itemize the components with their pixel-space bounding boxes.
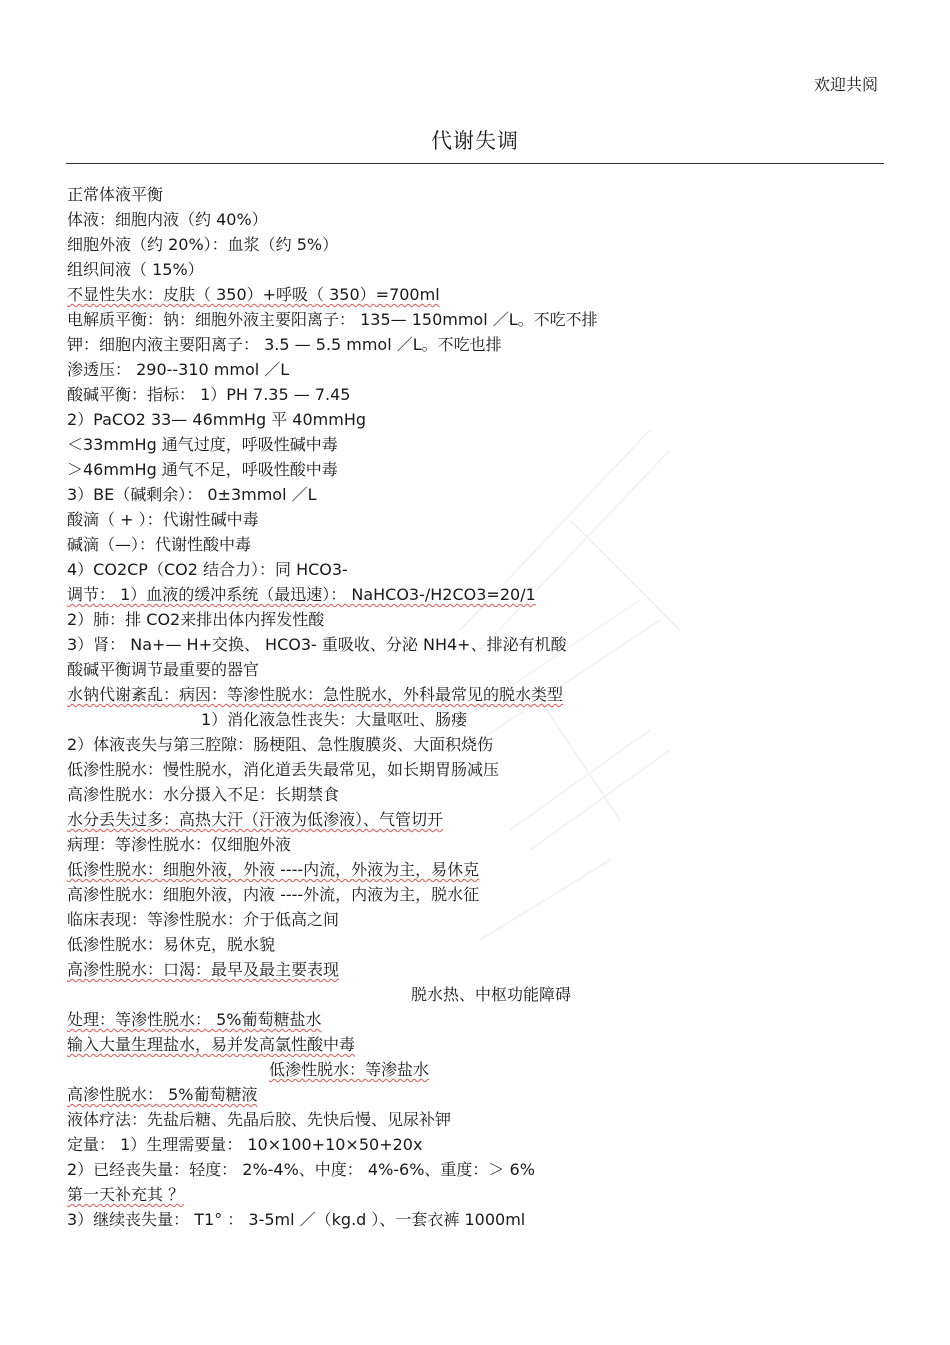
highlighted-text: 处理：等渗性脱水： 5%葡萄糖盐水 — [67, 1010, 322, 1029]
highlighted-text: 输入大量生理盐水，易并发高氯性酸中毒 — [67, 1035, 356, 1054]
text-line — [67, 1032, 887, 1057]
highlighted-text: 水分丢失过多：高热大汗（汗液为低渗液）、气管切开 — [67, 810, 444, 829]
highlighted-text: 水钠代谢紊乱：病因：等渗性脱水：急性脱水，外科最常见的脱水类型 — [67, 685, 564, 704]
text-line: 细胞外液（约 20%）：血浆（约 5%） — [67, 235, 339, 254]
text-line: 液体疗法：先盐后糖、先晶后胶、先快后慢、见尿补钾 — [67, 1110, 452, 1129]
text-line: ＜33mmHg 通气过度，呼吸性碱中毒 — [67, 435, 338, 454]
text-line: 1）消化液急性丧失：大量呕吐、肠瘘 — [201, 710, 468, 729]
text-line: 高渗性脱水：细胞外液，内液 ----外流，内液为主，脱水征 — [67, 885, 480, 904]
title-divider — [66, 163, 884, 164]
text-line: 体液：细胞内液（约 40%） — [67, 210, 268, 229]
text-line: ＞46mmHg 通气不足，呼吸性酸中毒 — [67, 460, 338, 479]
text-line: 酸碱平衡调节最重要的器官 — [67, 660, 260, 679]
highlighted-text: 不显性失水：皮肤（ 350）+呼吸（ 350）=700ml — [67, 285, 440, 304]
text-line: 低渗性脱水：易休克，脱水貌 — [67, 935, 276, 954]
text-line — [67, 1057, 887, 1082]
text-line: 3）肾： Na+— H+交换、 HCO3- 重吸收、分泌 NH4+、排泌有机酸 — [67, 635, 567, 654]
highlighted-text: 高渗性脱水： 5%葡萄糖液 — [67, 1085, 258, 1104]
text-line: 病理：等渗性脱水：仅细胞外液 — [67, 835, 292, 854]
text-line — [67, 807, 887, 832]
text-line: 定量： 1）生理需要量： 10×100+10×50+20x — [67, 1135, 423, 1154]
text-line: 3）继续丧失量： T1° ： 3-5ml ／（kg.d ）、一套衣裤 1000ml — [67, 1210, 526, 1229]
highlighted-text: 调节： 1）血液的缓冲系统（最迅速）： NaHCO3-/H2CO3=20/1 — [67, 585, 536, 604]
text-line: 2）体液丧失与第三腔隙：肠梗阻、急性腹膜炎、大面积烧伤 — [67, 735, 494, 754]
text-line: 低渗性脱水：慢性脱水，消化道丢失最常见，如长期胃肠减压 — [67, 760, 500, 779]
text-line — [67, 682, 887, 707]
text-line — [67, 1182, 887, 1207]
text-line: 电解质平衡：钠：细胞外液主要阳离子： 135— 150mmol ／L。不吃不排 — [67, 310, 598, 329]
text-line: 临床表现：等渗性脱水：介于低高之间 — [67, 910, 340, 929]
text-line: 2）PaCO2 33— 46mmHg 平 40mmHg — [67, 410, 367, 429]
text-line: 组织间液（ 15%） — [67, 260, 204, 279]
highlighted-text: 第一天补充其 ？ — [67, 1185, 185, 1204]
text-line — [67, 1082, 887, 1107]
header-note: 欢迎共阅 — [813, 75, 878, 94]
text-line: 4）CO2CP（CO2 结合力）：同 HCO3- — [67, 560, 348, 579]
text-line: 正常体液平衡 — [67, 185, 164, 204]
text-line: 2）已经丧失量：轻度： 2%-4%、中度： 4%-6%、重度：＞ 6% — [67, 1160, 535, 1179]
text-line: 脱水热、中枢功能障碍 — [411, 985, 572, 1004]
text-line — [67, 857, 887, 882]
text-line: 酸碱平衡：指标： 1）PH 7.35 — 7.45 — [67, 385, 351, 404]
highlighted-text: 低渗性脱水：等渗盐水 — [269, 1060, 430, 1079]
text-line: 酸滴（ + ）：代谢性碱中毒 — [67, 510, 259, 529]
document-body — [67, 182, 887, 1232]
text-line: 高渗性脱水：水分摄入不足：长期禁食 — [67, 785, 340, 804]
highlighted-text: 高渗性脱水：口渴：最早及最主要表现 — [67, 960, 340, 979]
text-line — [67, 957, 887, 982]
text-line — [67, 282, 887, 307]
document-title: 代谢失调 — [431, 129, 519, 153]
highlighted-text: 低渗性脱水：细胞外液，外液 ----内流，外液为主，易休克 — [67, 860, 480, 879]
text-line: 碱滴（—）：代谢性酸中毒 — [67, 535, 252, 554]
text-line: 2）肺：排 CO2来排出体内挥发性酸 — [67, 610, 325, 629]
text-line: 钾：细胞内液主要阳离子： 3.5 — 5.5 mmol ／L。不吃也排 — [67, 335, 502, 354]
text-line: 3）BE（碱剩余）： 0±3mmol ／L — [67, 485, 317, 504]
text-line — [67, 582, 887, 607]
text-line: 渗透压： 290--310 mmol ／L — [67, 360, 290, 379]
text-line — [67, 1007, 887, 1032]
